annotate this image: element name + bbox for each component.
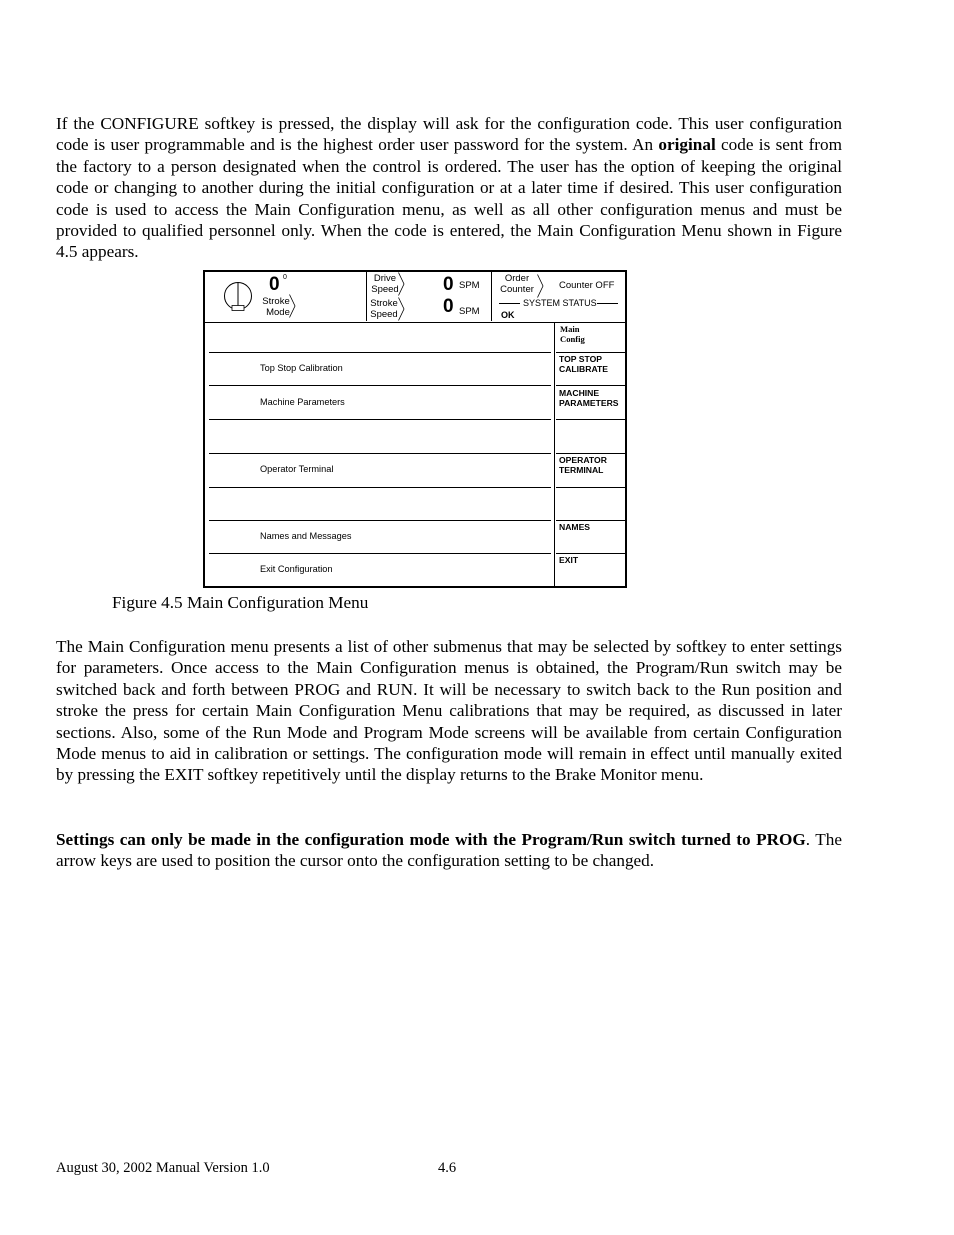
softkey-divider bbox=[556, 419, 625, 420]
header-divider bbox=[491, 272, 492, 321]
drive-speed-arrow-icon bbox=[398, 272, 406, 296]
body-paragraph: The Main Configuration menu presents a list of other submenus that may be selected by softkey to enter settings for parameters. Once access to the Main Configuration menus is obtained, the Program/Run switch may be switched back and forth between PROG and RUN. It will be necessary to switch back to the Run position and stroke the press for certain Main Configuration Menu calibrations that may be required, as discussed in later sections. Also, some of the Run Mode and Program Mode screens will be available from certain Configuration Mode menus to aid in calibration or settings. The configuration mode will remain in effect until manually exited by pressing the EXIT softkey repetitively until the display returns to the Brake Monitor menu. bbox=[56, 637, 842, 785]
header-divider bbox=[366, 272, 367, 321]
softkey-machine-parameters[interactable]: MACHINE PARAMETERS bbox=[559, 388, 619, 408]
system-status-value: OK bbox=[501, 310, 515, 320]
menu-item-machine-parameters: Machine Parameters bbox=[260, 397, 345, 407]
menu-row-divider bbox=[209, 419, 551, 420]
original-emphasis: original bbox=[658, 135, 716, 155]
menu-row-divider bbox=[209, 520, 551, 521]
softkey-divider bbox=[556, 453, 625, 454]
softkey-divider bbox=[556, 385, 625, 386]
softkey-divider bbox=[556, 553, 625, 554]
figure-caption: Figure 4.5 Main Configuration Menu bbox=[112, 593, 369, 612]
page-number: 4.6 bbox=[438, 1160, 457, 1176]
menu-item-operator-terminal: Operator Terminal bbox=[260, 464, 334, 474]
softkey-top-stop-calibrate[interactable]: TOP STOP CALIBRATE bbox=[559, 354, 609, 374]
menu-row-divider bbox=[209, 487, 551, 488]
counter-status: Counter OFF bbox=[559, 280, 615, 291]
softkey-names[interactable]: NAMES bbox=[559, 522, 591, 532]
header-bottom-rule bbox=[205, 322, 625, 323]
menu-item-names-and-messages: Names and Messages bbox=[260, 531, 352, 541]
order-counter-label: Order Counter bbox=[500, 273, 534, 295]
softkey-divider bbox=[556, 520, 625, 521]
menu-row-divider bbox=[209, 352, 551, 353]
settings-note-emphasis: Settings can only be made in the configuration mode with the Program/Run switch turned to PROG bbox=[56, 830, 806, 849]
stroke-speed-label: Stroke Speed bbox=[370, 298, 398, 320]
softkey-divider bbox=[556, 487, 625, 488]
stroke-speed-value: 0 bbox=[443, 296, 454, 317]
softkey-exit[interactable]: EXIT bbox=[559, 555, 579, 565]
stroke-speed-unit: SPM bbox=[459, 306, 480, 317]
softkey-divider bbox=[556, 352, 625, 353]
menu-row-divider bbox=[209, 453, 551, 454]
menu-row-divider bbox=[209, 553, 551, 554]
intro-paragraph: If the CONFIGURE softkey is pressed, the display will ask for the configuration code. This user configuration code is user programmable and is the highest order user password for the system. An original code is sent from the factory to a person designated when the control is ordered. The user has the option of keeping the original code or changing to another during the initial configuration or at a later time if desired. This user configuration code is used to access the Main Configuration menu, as well as all other configuration menus and must be provided to qualified personnel only. When the code is entered, the Main Configuration Menu shown in Figure 4.5 appears. bbox=[56, 114, 842, 262]
drive-speed-value: 0 bbox=[443, 274, 454, 295]
softkey-operator-terminal[interactable]: OPERATOR TERMINAL bbox=[559, 455, 607, 475]
main-config-menu-figure bbox=[203, 270, 627, 588]
stroke-dial-icon bbox=[223, 280, 253, 314]
order-counter-arrow-icon bbox=[537, 274, 545, 298]
status-rule bbox=[597, 303, 618, 304]
softkey-column-divider bbox=[554, 322, 555, 586]
footer-date-version: August 30, 2002 Manual Version 1.0 bbox=[56, 1160, 270, 1176]
degree-marker: 0 bbox=[283, 274, 287, 281]
menu-row-divider bbox=[209, 385, 551, 386]
drive-speed-label: Drive Speed bbox=[371, 273, 399, 295]
softkey-column-title: Main Config bbox=[560, 324, 585, 344]
stroke-mode-arrow-icon bbox=[289, 294, 297, 318]
menu-item-top-stop-calibration: Top Stop Calibration bbox=[260, 363, 343, 373]
settings-note-paragraph: Settings can only be made in the configuration mode with the Program/Run switch turned to PROG. The arrow keys are used to position the cursor onto the configuration setting to be changed. bbox=[56, 830, 842, 871]
menu-item-exit-configuration: Exit Configuration bbox=[260, 564, 333, 574]
stroke-mode-label: Stroke Mode bbox=[262, 296, 290, 318]
status-rule bbox=[499, 303, 520, 304]
stroke-position-value: 0 bbox=[269, 274, 280, 295]
stroke-speed-arrow-icon bbox=[398, 297, 406, 321]
drive-speed-unit: SPM bbox=[459, 280, 480, 291]
system-status-label: SYSTEM STATUS bbox=[523, 298, 597, 308]
